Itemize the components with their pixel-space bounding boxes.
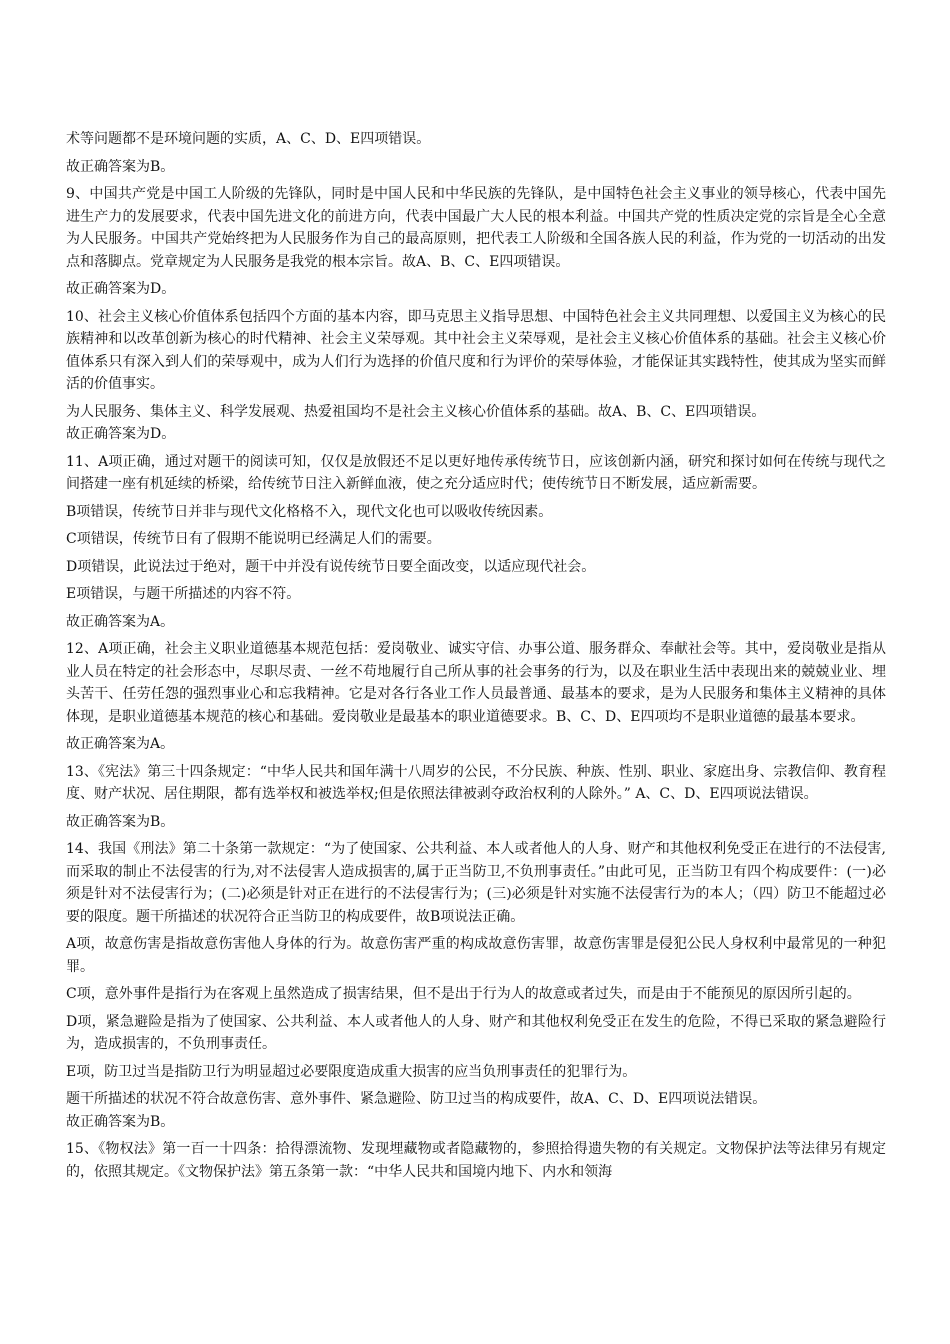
explanation-q14: 14、我国《刑法》第二十条第一款规定：“为了使国家、公共利益、本人或者他人的人身、财产和其他权利免受正在进行的不法侵害,而采取的制止不法侵害的行为,对不法侵害人造成损害的,属于正当防卫,不负刑事责任。”由此可见，正当防卫有四个构成要件：(一)必须是针对不法侵害行为；(二)必须是针对正在进行的不法侵害行为；(三)必须是针对实施不法侵害行为的本人；（四）防卫不能超过必要的限度。题干所描述的状况符合正当防卫的构成要件，故B项说法正确。	[66, 841, 886, 925]
answer-line: 故正确答案为D。	[66, 426, 176, 442]
explanation-q11-e: E项错误，与题干所描述的内容不符。	[66, 586, 301, 602]
explanation-q12: 12、A项正确，社会主义职业道德基本规范包括：爱岗敬业、诚实守信、办事公道、服务群众、奉献社会等。其中，爱岗敬业是指从业人员在特定的社会形态中，尽职尽责、一丝不苟地履行自己所从事的社会事务的行为，以及在职业生活中表现出来的兢兢业业、埋头苦干、任劳任怨的强烈事业心和忘我精神。它是对各行各业工作人员最普通、最基本的要求，是为人民服务和集体主义精神的具体体现，是职业道德基本规范的核心和基础。爱岗敬业是最基本的职业道德要求。B、C、D、E四项均不是职业道德的最基本要求。	[66, 641, 886, 725]
explanation-q10: 10、社会主义核心价值体系包括四个方面的基本内容，即马克思主义指导思想、中国特色社会主义共同理想、以爱国主义为核心的民族精神和以改革创新为核心的时代精神、社会主义荣辱观。其中社会主义荣辱观，是社会主义核心价值体系的基础。社会主义核心价值体系只有深入到人们的荣辱观中，成为人们行为选择的价值尺度和行为评价的荣辱体验，才能保证其实践特性，使其成为坚实而鲜活的价值事实。	[66, 308, 886, 392]
explanation-q14-summary: 题干所描述的状况不符合故意伤害、意外事件、紧急避险、防卫过当的构成要件，故A、C、D、E四项说法错误。	[66, 1091, 767, 1107]
explanation-q14-c: C项，意外事件是指行为在客观上虽然造成了损害结果，但不是出于行为人的故意或者过失，而是由于不能预见的原因所引起的。	[66, 986, 861, 1002]
document-page	[66, 128, 886, 1188]
explanation-q11: 11、A项正确，通过对题干的阅读可知，仅仅是放假还不足以更好地传承传统节日，应该创新内涵，研究和探讨如何在传统与现代之间搭建一座有机延续的桥梁，给传统节日注入新鲜血液，使之充分适应时代；使传统节日不断发展，适应新需要。	[66, 453, 886, 492]
explanation-q11-b: B项错误，传统节日并非与现代文化格格不入，现代文化也可以吸收传统因素。	[66, 503, 553, 520]
answer-line: 故正确答案为A。	[66, 736, 175, 752]
explanation-q14-d: D项，紧急避险是指为了使国家、公共利益、本人或者他人的人身、财产和其他权利免受正在发生的危险，不得已采取的紧急避险行为，造成损害的，不负刑事责任。	[66, 1013, 886, 1052]
explanation-q11-c: C项错误，传统节日有了假期不能说明已经满足人们的需要。	[66, 531, 441, 547]
answer-line: 故正确答案为B。	[66, 158, 175, 175]
explanation-q11-d: D项错误，此说法过于绝对，题干中并没有说传统节日要全面改变，以适应现代社会。	[66, 558, 596, 575]
explanation-q10-options: 为人民服务、集体主义、科学发展观、热爱祖国均不是社会主义核心价值体系的基础。故A、B、C、E四项错误。	[66, 403, 766, 420]
answer-line: 故正确答案为B。	[66, 813, 175, 830]
explanation-q13: 13、《宪法》第三十四条规定：“中华人民共和国年满十八周岁的公民，不分民族、种族、性别、职业、家庭出身、宗教信仰、教育程度、财产状况、居住期限，都有选举权和被选举权;但是依照法律被剥夺政治权利的人除外。” A、C、D、E四项说法错误。	[66, 763, 886, 802]
paragraph-1: 术等问题都不是环境问题的实质，A、C、D、E四项错误。	[66, 131, 431, 147]
explanation-q14-a: A项，故意伤害是指故意伤害他人身体的行为。故意伤害严重的构成故意伤害罪，故意伤害罪是侵犯公民人身权利中最常见的一种犯罪。	[66, 936, 886, 975]
explanation-q15: 15、《物权法》第一百一十四条：拾得漂流物、发现埋藏物或者隐藏物的，参照拾得遗失物的有关规定。文物保护法等法律另有规定的，依照其规定。《文物保护法》第五条第一款：“中华人民共和国境内地下、内水和领海	[66, 1141, 886, 1180]
answer-line: 故正确答案为A。	[66, 613, 175, 630]
answer-line: 故正确答案为B。	[66, 1113, 175, 1130]
explanation-q9: 9、中国共产党是中国工人阶级的先锋队，同时是中国人民和中华民族的先锋队，是中国特色社会主义事业的领导核心，代表中国先进生产力的发展要求，代表中国先进文化的前进方向，代表中国最广大人民的根本利益。中国共产党的性质决定党的宗旨是全心全意为人民服务。中国共产党始终把为人民服务作为自己的最高原则，把代表工人阶级和全国各族人民的利益，作为党的一切活动的出发点和落脚点。党章规定为人民服务是我党的根本宗旨。故A、B、C、E四项错误。	[66, 186, 886, 270]
answer-line: 故正确答案为D。	[66, 281, 176, 297]
explanation-q14-e: E项，防卫过当是指防卫行为明显超过必要限度造成重大损害的应当负刑事责任的犯罪行为。	[66, 1063, 637, 1080]
